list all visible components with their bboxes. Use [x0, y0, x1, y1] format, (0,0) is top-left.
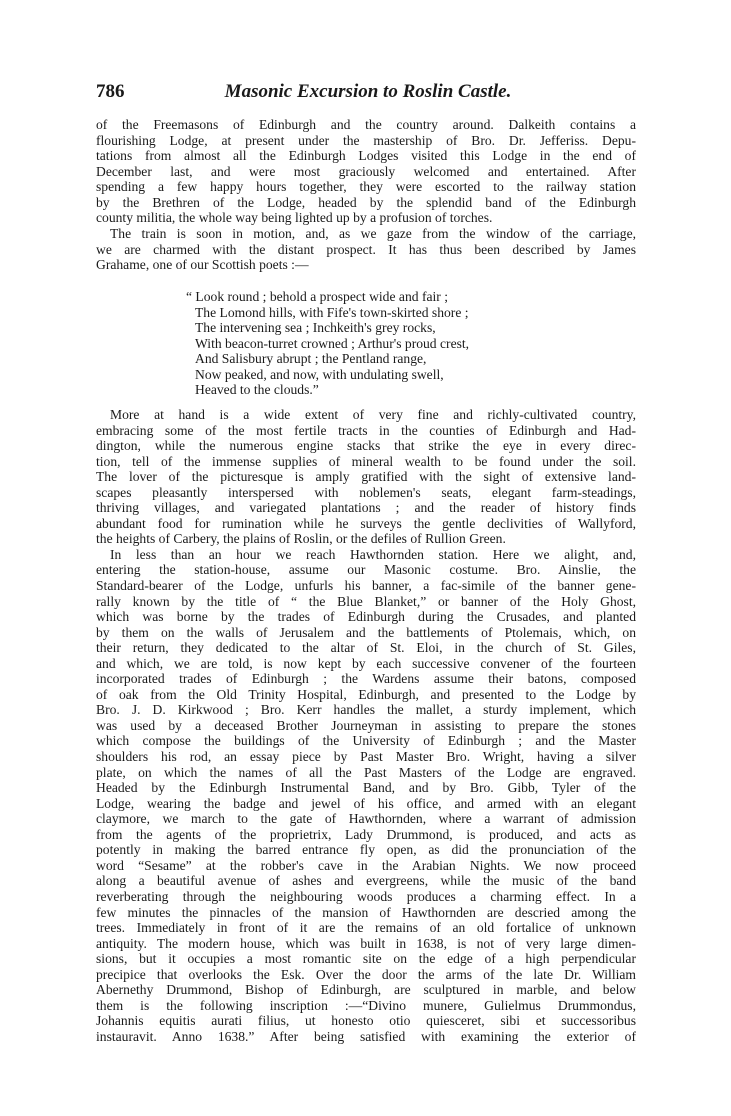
verse-line: And Salisbury abrupt ; the Pentland range, — [195, 351, 427, 366]
text-line: of oak from the Old Trinity Hospital, Edinburgh, and presented to the Lodge by — [96, 686, 636, 702]
text-line: which compose the buildings of the University of Edinburgh ; and the Master — [96, 733, 636, 749]
text-line: word “Sesame” at the robber's cave in the Arabian Nights. We now proceed — [96, 857, 636, 873]
text-line: embracing some of the most fertile tracts in the counties of Edinburgh and Had- — [96, 422, 636, 438]
text-line: we are charmed with the distant prospect. It has thus been described by James — [96, 241, 636, 257]
text-line: scapes pleasantly interspersed with noblemen's seats, elegant farm-steadings, — [96, 484, 636, 500]
text-line: tion, tell of the immense supplies of mineral wealth to be found under the soil. — [96, 453, 636, 469]
text-line: along a beautiful avenue of ashes and evergreens, while the music of the band — [96, 873, 636, 889]
verse-line: The intervening sea ; Inchkeith's grey rocks, — [195, 320, 436, 335]
text-line: dington, while the numerous engine stacks that strike the eye in every direc- — [96, 438, 636, 454]
text-line: instauravit. Anno 1638.” After being satisfied with examining the exterior of — [96, 1028, 636, 1044]
text-line: Grahame, one of our Scottish poets :— — [96, 257, 309, 273]
text-line: incorporated trades of Edinburgh ; the Wardens assume their batons, composed — [96, 671, 636, 687]
text-line: Lodge, wearing the badge and jewel of his office, and armed with an elegant — [96, 795, 636, 811]
poem-quotation — [186, 289, 586, 398]
text-line: their return, they dedicated to the altar of St. Eloi, in the church of St. Giles, — [96, 640, 636, 656]
text-line: Standard-bearer of the Lodge, unfurls his banner, a fac-simile of the banner gene- — [96, 578, 636, 594]
text-line: tations from almost all the Edinburgh Lodges visited this Lodge in the end of — [96, 148, 636, 164]
text-line: abundant food for rumination while he surveys the gentle declivities of Wallyford, — [96, 515, 636, 531]
verse-line: The Lomond hills, with Fife's town-skirted shore ; — [195, 304, 469, 320]
text-line: The lover of the picturesque is amply gratified with the sight of extensive land- — [96, 469, 636, 485]
text-line: Headed by the Edinburgh Instrumental Band, and by Bro. Gibb, Tyler of the — [96, 780, 636, 796]
text-line: antiquity. The modern house, which was built in 1638, is not of very large dimen- — [96, 935, 636, 951]
text-line: few minutes the pinnacles of the mansion of Hawthornden are descried among the — [96, 904, 636, 920]
verse-line: Heaved to the clouds.” — [195, 382, 319, 397]
text-line: sions, but it occupies a most romantic site on the edge of a high perpendicular — [96, 951, 636, 967]
text-line: trees. Immediately in front of it are the remains of an old fortalice of unknown — [96, 920, 636, 936]
text-line: Bro. J. D. Kirkwood ; Bro. Kerr handles the mallet, a sturdy implement, which — [96, 702, 636, 718]
text-line: rally known by the title of “ the Blue Blanket,” or banner of the Holy Ghost, — [96, 593, 636, 609]
text-line: which was borne by the trades of Edinburgh during the Crusades, and planted — [96, 609, 636, 625]
text-line: flourishing Lodge, at present under the mastership of Bro. Dr. Jefferiss. Depu- — [96, 132, 636, 148]
paragraph-country — [96, 407, 636, 1044]
text-line: entering the station-house, assume our Masonic costume. Bro. Ainslie, the — [96, 562, 636, 578]
text-line: Johannis equitis aurati filius, ut honesto otio quiesceret, sibi et successoribus — [96, 1013, 636, 1029]
text-line: precipice that overlooks the Esk. Over the door the arms of the late Dr. William — [96, 966, 636, 982]
text-line: spending a few happy hours together, they were escorted to the railway station — [96, 179, 636, 195]
text-line: county militia, the whole way being lighted up by a profusion of torches. — [96, 210, 493, 226]
running-title: Masonic Excursion to Roslin Castle. — [224, 81, 512, 102]
text-line: was used by a deceased Brother Journeyman in assisting to prepare the stones — [96, 717, 636, 733]
text-line: from the agents of the proprietrix, Lady Drummond, is produced, and acts as — [96, 826, 636, 842]
verse-line: “ Look round ; behold a prospect wide and fair ; — [186, 289, 448, 304]
text-line: thriving villages, and variegated plantations ; and the reader of history finds — [96, 500, 636, 516]
text-line: by them on the walls of Jerusalem and the battlements of Ptolemais, which, on — [96, 624, 636, 640]
verse-line: Now peaked, and now, with undulating swell, — [195, 366, 444, 382]
text-line: of the Freemasons of Edinburgh and the country around. Dalkeith contains a — [96, 117, 636, 132]
paragraph-dalkeith — [96, 117, 636, 226]
text-line: the heights of Carbery, the plains of Roslin, or the defiles of Rullion Green. — [96, 531, 506, 547]
text-line: and which, we are told, is now kept by each successive convener of the fourteen — [96, 655, 636, 671]
paragraph-train — [96, 226, 636, 273]
text-line: More at hand is a wide extent of very fine and richly-cultivated country, — [110, 407, 636, 422]
text-line: December last, and were most graciously welcomed and entertained. After — [96, 163, 636, 179]
text-line: shoulders his rod, an essay piece by Past Master Bro. Wright, having a silver — [96, 749, 636, 765]
text-line: by the Brethren of the Lodge, headed by the splendid band of the Edinburgh — [96, 194, 636, 210]
page-header — [96, 81, 640, 107]
text-line: claymore, we march to the gate of Hawthornden, where a warrant of admission — [96, 811, 636, 827]
verse-line: With beacon-turret crowned ; Arthur's proud crest, — [195, 335, 470, 351]
text-line: potently in making the barred entrance fly open, as did the pronunciation of the — [96, 842, 636, 858]
text-line: In less than an hour we reach Hawthornden station. Here we alight, and, — [110, 546, 636, 562]
text-line: reverberating through the neighbouring woods produces a charming effect. In a — [96, 888, 636, 904]
text-line: them is the following inscription :—“Divino munere, Gulielmus Drummondus, — [96, 997, 636, 1013]
page-number: 786 — [96, 81, 125, 102]
text-line: The train is soon in motion, and, as we gaze from the window of the carriage, — [110, 226, 636, 241]
text-line: Abernethy Drummond, Bishop of Edinburgh, are sculptured in marble, and below — [96, 982, 636, 998]
text-line: plate, on which the names of all the Past Masters of the Lodge are engraved. — [96, 764, 636, 780]
